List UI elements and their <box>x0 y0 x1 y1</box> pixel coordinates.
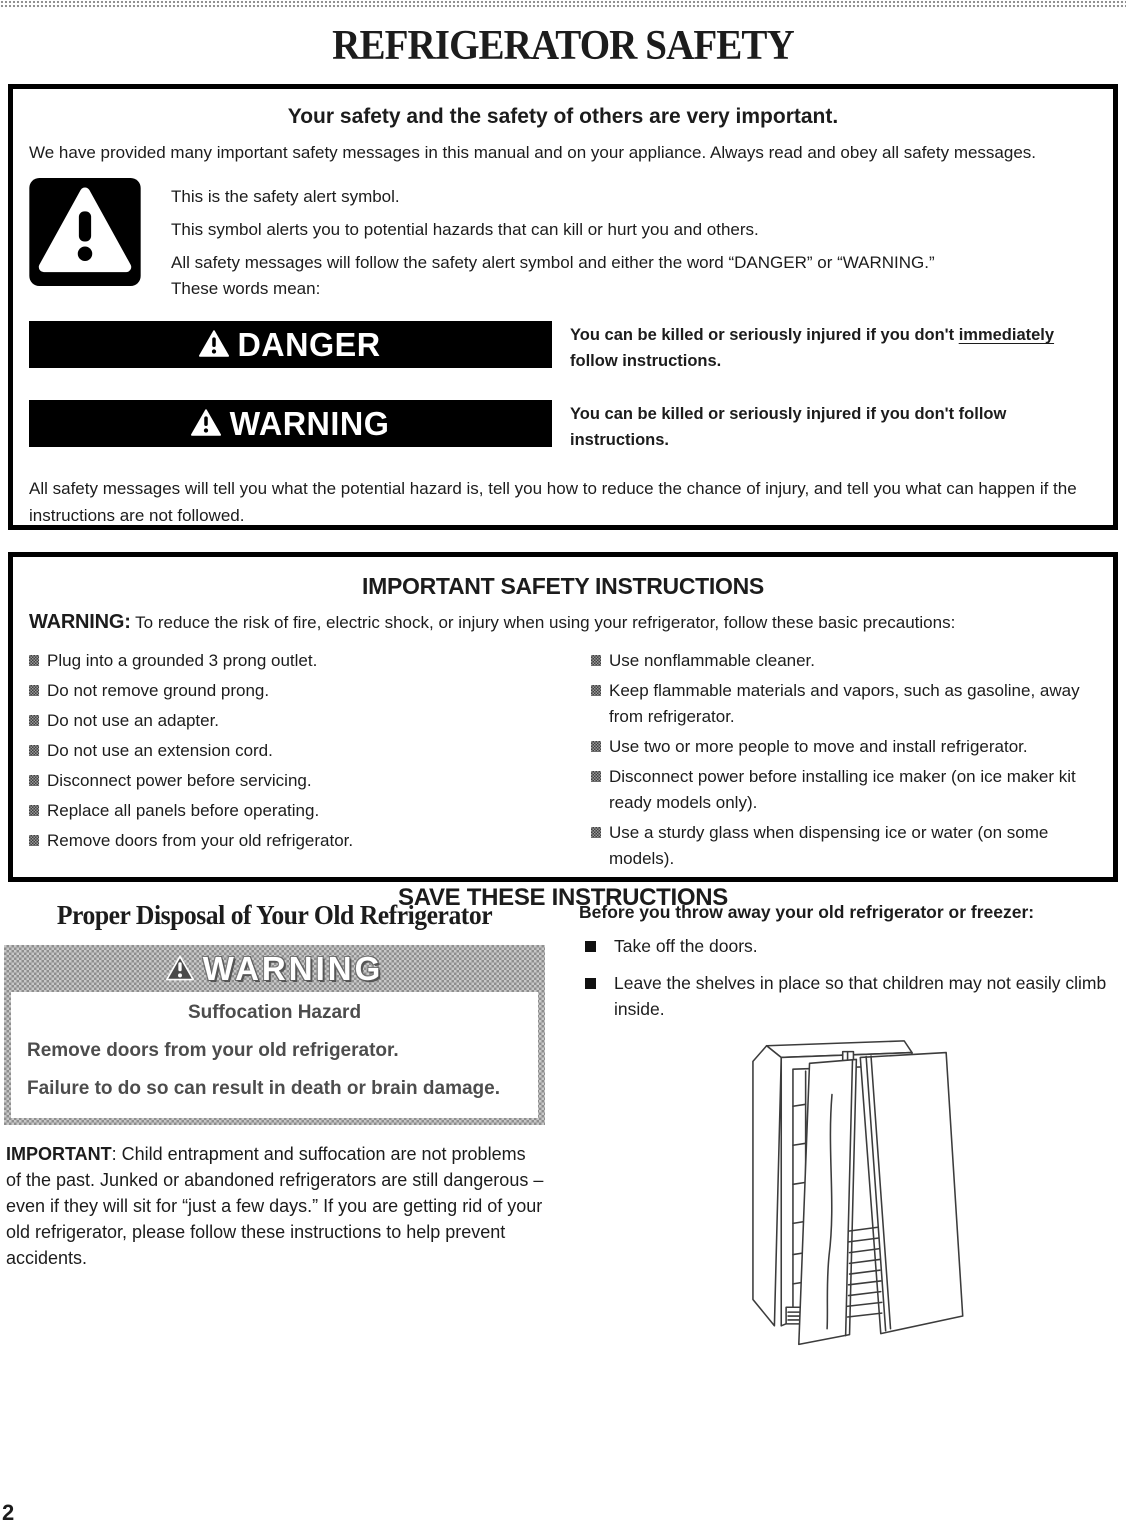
precaution-item: Use nonflammable cleaner. <box>591 648 1097 674</box>
precaution-columns <box>29 648 1097 876</box>
safety-heading: Your safety and the safety of others are very important. <box>287 105 839 128</box>
precaution-item: Disconnect power before servicing. <box>29 768 591 794</box>
safety-outro: All safety messages will tell you what the potential hazard is, tell you how to reduce the chance of injury, and tell you what can happen if the instructions are not followed. <box>29 479 1077 525</box>
precaution-item: Do not use an extension cord. <box>29 738 591 764</box>
important-safety-instructions-box <box>8 552 1118 911</box>
important-paragraph <box>6 1141 545 1271</box>
warning-word: WARNING: <box>29 611 131 633</box>
before-throw-heading: Before you throw away your old refrigerator or freezer: <box>579 902 1035 922</box>
before-throw-item: Take off the doors. <box>585 933 1122 959</box>
warning-description: You can be killed or seriously injured if you don't follow instructions. <box>570 405 1007 449</box>
square-bullet-icon <box>29 715 39 726</box>
safety-overview-box <box>8 84 1118 530</box>
alert-line: All safety messages will follow the safety alert symbol and either the word “DANGER” or “WARNING.” <box>171 253 935 272</box>
disposal-heading: Proper Disposal of Your Old Refrigerator <box>56 900 493 930</box>
disposal-right-column <box>579 896 1122 1358</box>
danger-label: DANGER <box>237 325 381 363</box>
save-instructions-title: SAVE THESE INSTRUCTIONS <box>397 884 729 911</box>
disposal-warning-triangle-icon <box>166 955 194 981</box>
warning-triangle-icon <box>191 409 221 436</box>
square-bullet-icon <box>585 941 596 952</box>
disposal-left-column <box>4 896 545 1358</box>
danger-row <box>29 321 1097 374</box>
suffocation-warning-header <box>11 945 538 992</box>
square-bullet-icon <box>585 978 596 989</box>
square-bullet-icon <box>591 771 601 782</box>
square-bullet-icon <box>29 685 39 696</box>
hazard-line: Remove doors from your old refrigerator. <box>27 1040 399 1061</box>
alert-line: This is the safety alert symbol. <box>171 187 400 206</box>
square-bullet-icon <box>29 655 39 666</box>
before-throw-item: Leave the shelves in place so that children may not easily climb inside. <box>585 970 1122 1022</box>
hazard-line: Failure to do so can result in death or brain damage. <box>27 1078 500 1099</box>
warning-text: To reduce the risk of fire, electric shock, or injury when using your refrigerator, follow these basic precautions: <box>135 613 956 632</box>
warning-row <box>29 400 1097 453</box>
warning-banner <box>29 400 552 447</box>
precaution-item: Do not remove ground prong. <box>29 678 591 704</box>
hazard-title: Suffocation Hazard <box>187 1002 362 1023</box>
danger-desc-pre: You can be killed or seriously injured if you don't <box>570 326 959 344</box>
suffocation-warning-box <box>4 945 545 1125</box>
danger-desc-post: follow instructions. <box>570 352 722 370</box>
instructions-warning-line <box>29 610 1097 635</box>
suffocation-warning-label: WARNING <box>202 949 384 987</box>
precaution-item: Disconnect power before installing ice maker (on ice maker kit ready models only). <box>591 764 1097 816</box>
refrigerator-illustration <box>739 1036 1044 1358</box>
precaution-list-left <box>29 648 591 876</box>
danger-description <box>570 321 1097 374</box>
danger-banner <box>29 321 552 368</box>
square-bullet-icon <box>591 655 601 666</box>
safety-alert-icon <box>29 178 141 286</box>
important-word: IMPORTANT <box>6 1144 112 1164</box>
page-top-border <box>0 0 1126 8</box>
page-title: REFRIGERATOR SAFETY <box>332 23 794 69</box>
square-bullet-icon <box>29 775 39 786</box>
precaution-item: Keep flammable materials and vapors, such as gasoline, away from refrigerator. <box>591 678 1097 730</box>
precaution-item: Plug into a grounded 3 prong outlet. <box>29 648 591 674</box>
precaution-list-right <box>591 648 1097 876</box>
warning-label: WARNING <box>229 404 389 442</box>
precaution-item: Do not use an adapter. <box>29 708 591 734</box>
alert-symbol-text <box>171 178 935 309</box>
alert-line: This symbol alerts you to potential hazards that can kill or hurt you and others. <box>171 220 759 239</box>
square-bullet-icon <box>29 835 39 846</box>
square-bullet-icon <box>29 745 39 756</box>
precaution-item: Replace all panels before operating. <box>29 798 591 824</box>
page-number: 2 <box>2 1500 15 1525</box>
danger-desc-underlined: immediately <box>958 326 1055 344</box>
square-bullet-icon <box>591 685 601 696</box>
precaution-item: Use two or more people to move and install refrigerator. <box>591 734 1097 760</box>
instructions-title: IMPORTANT SAFETY INSTRUCTIONS <box>362 573 764 599</box>
important-text: : Child entrapment and suffocation are not problems of the past. Junked or abandoned refrigerators are still dangerous – even if they will sit for “just a few days.” If you are getting rid of your old refrigerator, please follow these instructions to help prevent accidents. <box>6 1144 544 1268</box>
square-bullet-icon <box>591 741 601 752</box>
danger-triangle-icon <box>199 330 229 357</box>
safety-intro: We have provided many important safety messages in this manual and on your appliance. Always read and obey all safety messages. <box>29 143 1037 162</box>
square-bullet-icon <box>29 805 39 816</box>
precaution-item: Remove doors from your old refrigerator. <box>29 828 591 854</box>
suffocation-warning-body <box>11 992 538 1118</box>
before-throw-list <box>579 933 1122 1022</box>
square-bullet-icon <box>591 827 601 838</box>
alert-symbol-row <box>29 178 1097 309</box>
alert-line: These words mean: <box>171 279 321 298</box>
disposal-section <box>4 896 1122 1358</box>
precaution-item: Use a sturdy glass when dispensing ice or water (on some models). <box>591 820 1097 872</box>
